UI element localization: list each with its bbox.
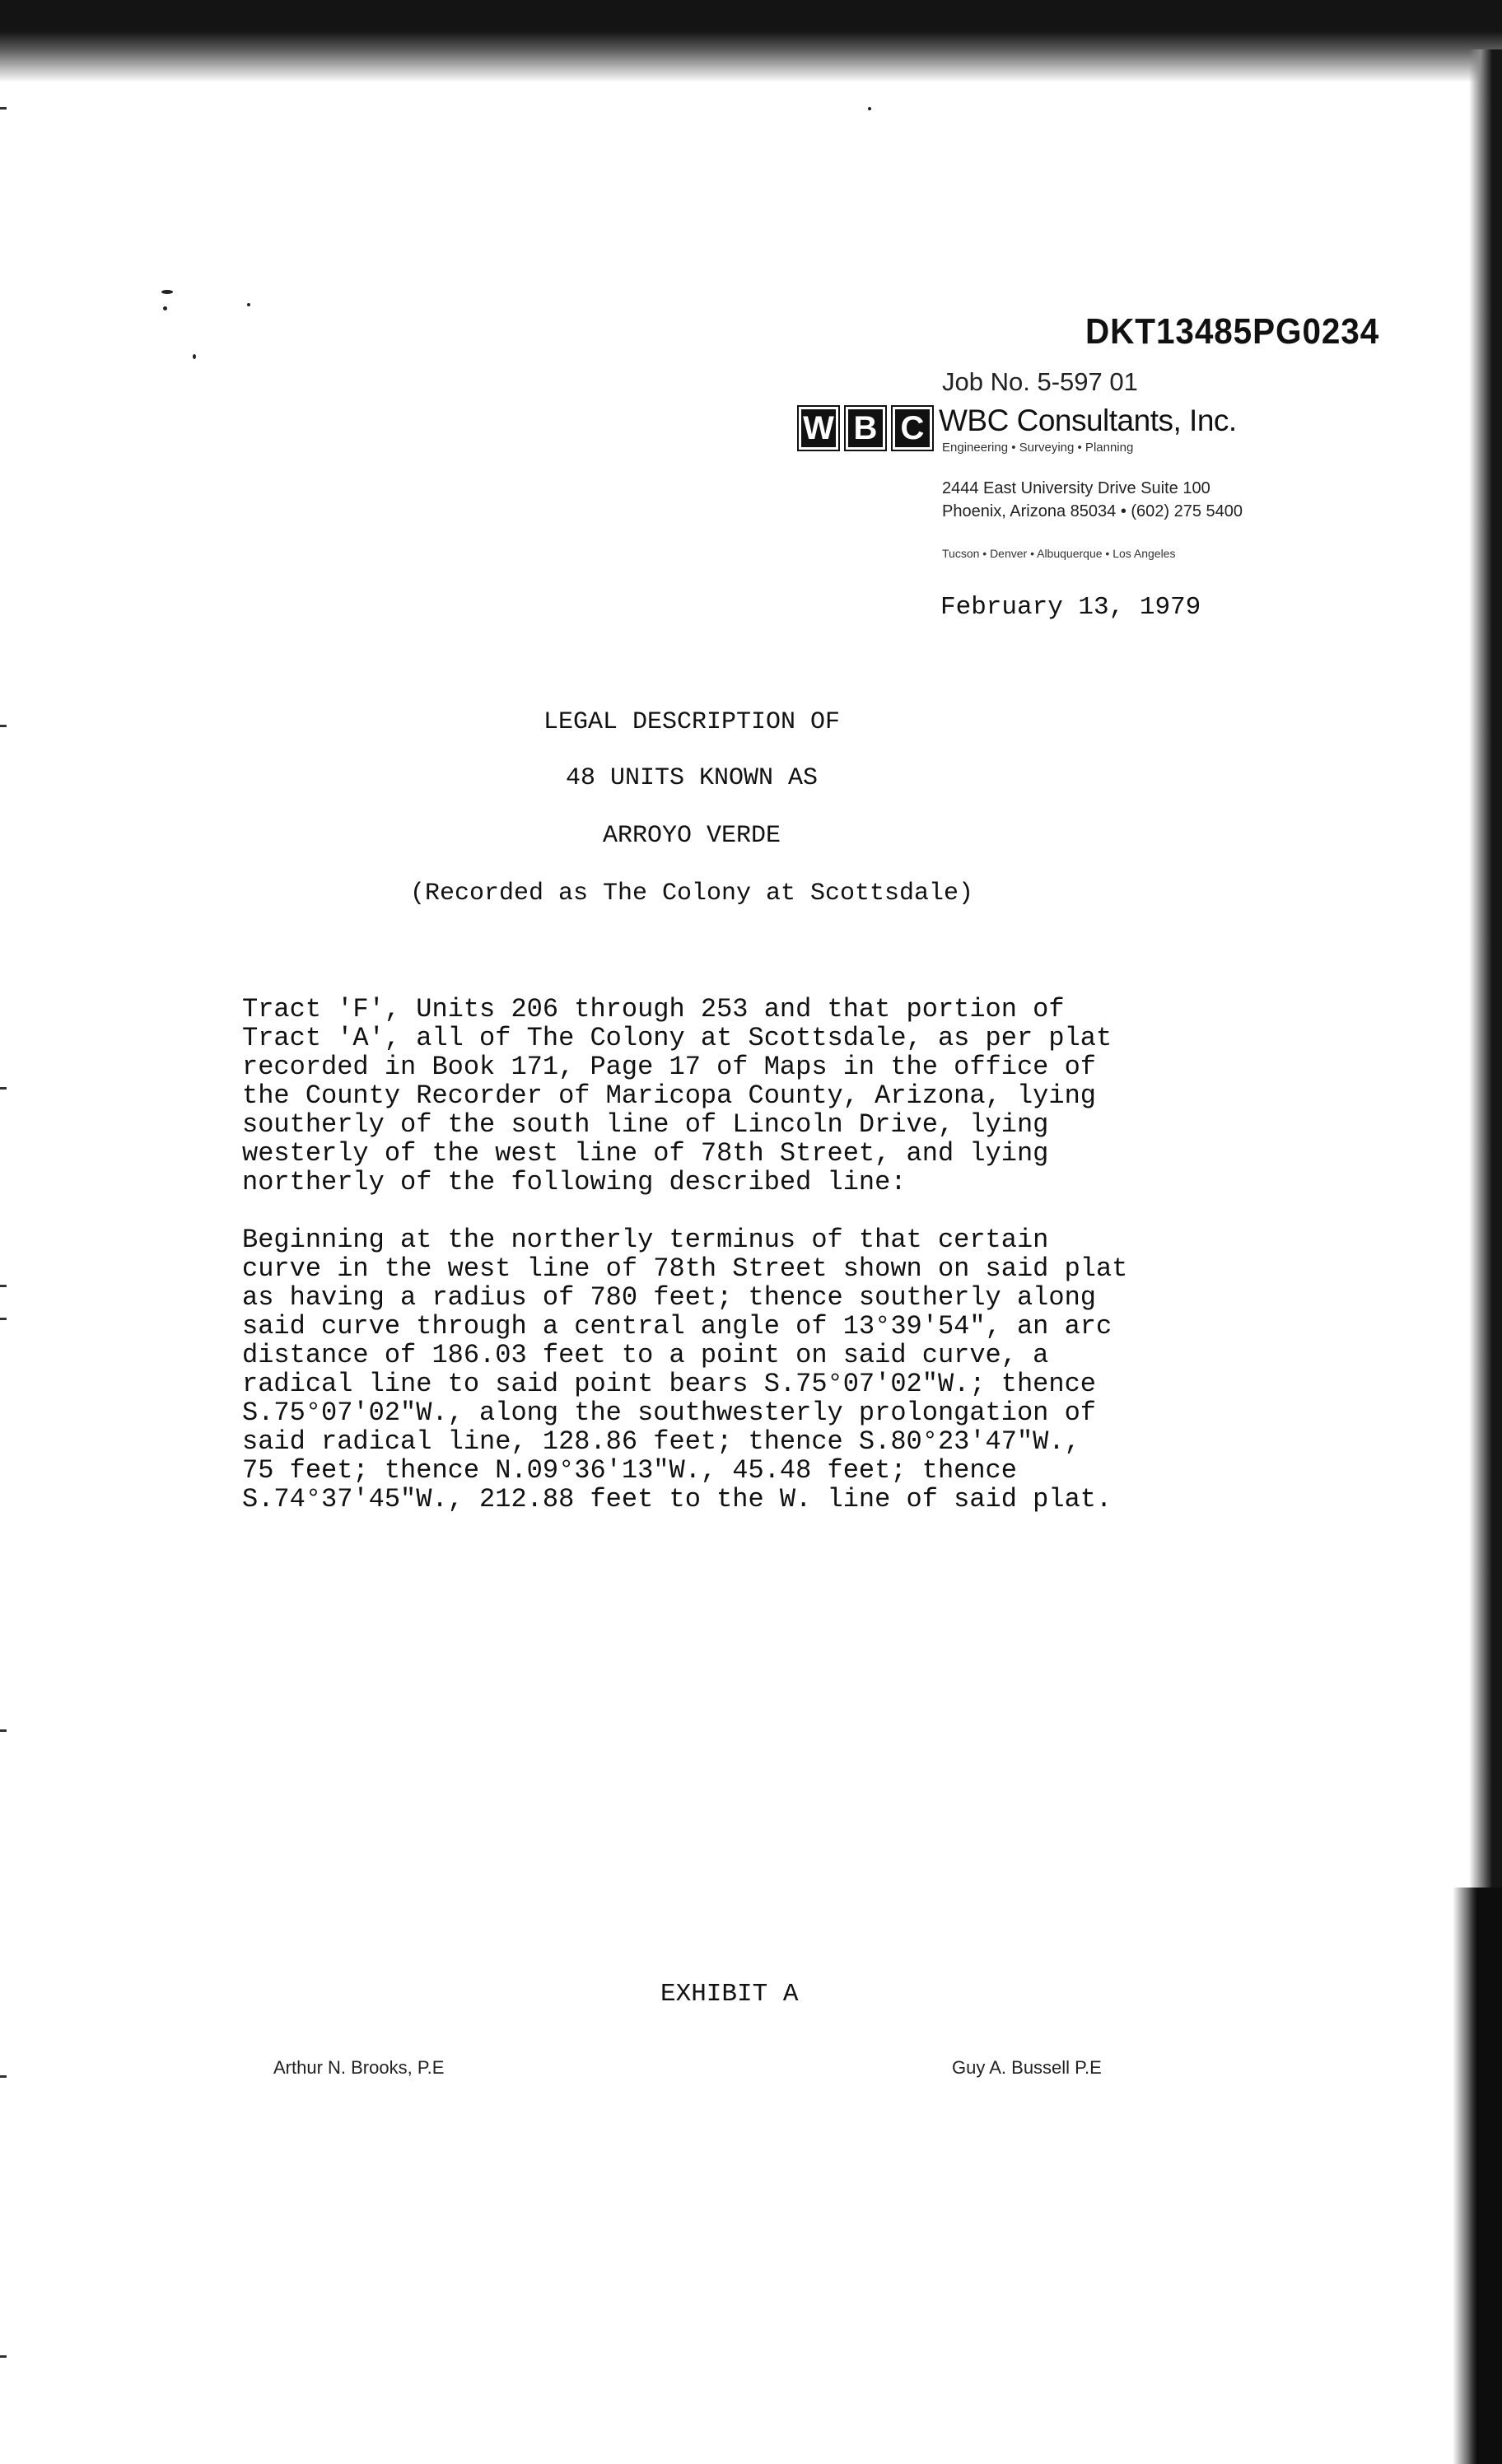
branch-offices: Tucson • Denver • Albuquerque • Los Angeles [942,547,1176,560]
exhibit-label: EXHIBIT A [660,1980,799,2009]
scan-speck [161,290,173,294]
description-paragraph-1: Tract 'F', Units 206 through 253 and that portion of Tract 'A', all of The Colony at Scottsdale, as per plat recorded in Book 171, Page 17 of Maps in the office of the County Recorder of Maricopa County, Arizona, lying southerly of the south line of Lincoln Drive, lying westerly of the west line of 78th Street, and lying northerly of the following described line: [242,994,1113,1197]
title-line-3: ARROYO VERDE [602,822,781,850]
scan-speck [193,354,196,359]
document-date: February 13, 1979 [940,593,1201,622]
scan-right-bottom-edge [1453,1888,1502,2464]
company-address-line1: 2444 East University Drive Suite 100 [942,479,1210,497]
title-line-1: LEGAL DESCRIPTION OF [543,708,841,736]
logo-letter-c: C [891,405,934,451]
company-address-line2: Phoenix, Arizona 85034 • (602) 275 5400 [942,502,1243,520]
scan-speck [163,306,167,310]
scan-speck [868,107,871,110]
description-paragraph-2: Beginning at the northerly terminus of that certain curve in the west line of 78th Street shown on said plat as having a radius of 780 feet; thence southerly along said curve through a central angle of 13°39'54", an arc distance of 186.03 feet to a point on said curve, a radical line to said point bears S.75°07'02"W.; thence S.75°07'02"W., along the southwesterly prolongation of said radical line, 128.86 feet; thence S.80°23'47"W., 75 feet; thence N.09°36'13"W., 45.48 feet; thence S.74°37'45"W., 212.88 feet to the W. line of said plat. [242,1225,1128,1514]
signatory-right: Guy A. Bussell P.E [952,2057,1102,2078]
wbc-logo [797,405,934,450]
signatory-left: Arthur N. Brooks, P.E [273,2057,445,2078]
logo-letter-b: B [844,405,887,451]
company-name: WBC Consultants, Inc. [939,404,1237,437]
docket-number: DKT13485PG0234 [1085,311,1380,352]
title-line-4: (Recorded as The Colony at Scottsdale) [409,880,974,908]
job-number: Job No. 5-597 01 [942,367,1138,396]
logo-letter-w: W [797,405,840,451]
company-services: Engineering • Surveying • Planning [942,441,1134,455]
scan-speck [247,303,250,306]
title-line-2: 48 UNITS KNOWN AS [565,764,819,792]
scan-top-edge [0,0,1502,82]
